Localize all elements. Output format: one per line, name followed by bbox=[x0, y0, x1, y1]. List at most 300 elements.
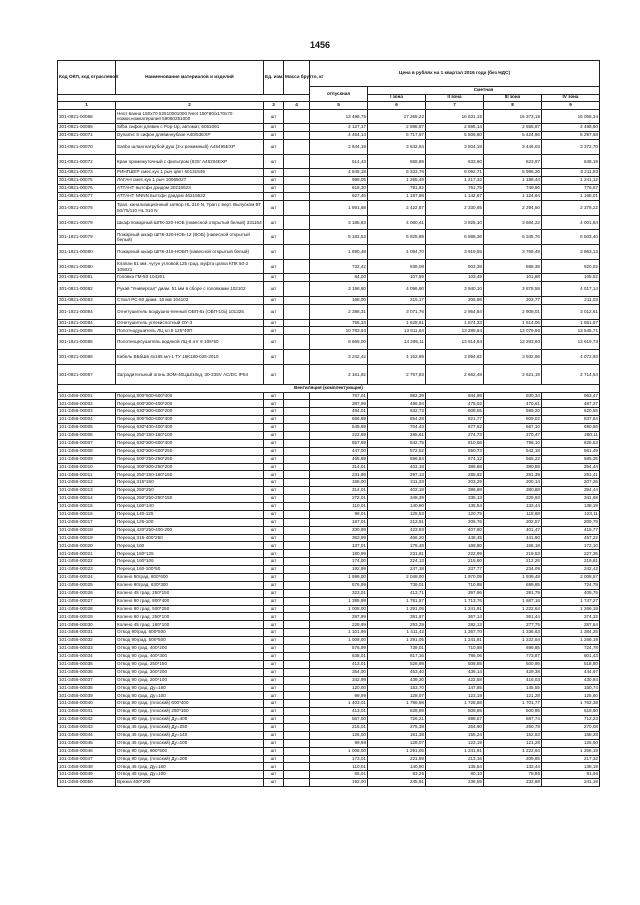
row-name: Sifba сифон длявин с Pop-Up, автомат, 5051091 bbox=[116, 124, 264, 132]
row-zone-2-price: 1 241,91 bbox=[426, 747, 484, 755]
row-zone-3-price: 3 878,58 bbox=[484, 282, 542, 297]
row-mass bbox=[284, 660, 310, 668]
table-row bbox=[58, 534, 600, 542]
row-zone-1-price: 572,52 bbox=[368, 447, 426, 455]
row-zone-2-price: 16 631,15 bbox=[426, 109, 484, 124]
row-unit: шт bbox=[264, 274, 284, 282]
row-code: 301-0921-00082 bbox=[58, 282, 116, 297]
row-zone-1-price: 128,07 bbox=[368, 739, 426, 747]
row-code: 101-2456-00031 bbox=[58, 629, 116, 637]
row-name: Переход 140-125 bbox=[116, 510, 264, 518]
header-name: Наименование материалов и изделий bbox=[116, 61, 264, 95]
row-mass bbox=[284, 708, 310, 716]
row-release-price: 447,00 bbox=[310, 447, 368, 455]
row-unit: шт bbox=[264, 259, 284, 274]
row-zone-4-price: 3 863,13 bbox=[542, 244, 600, 259]
row-code: 101-2456-00029 bbox=[58, 613, 116, 621]
row-code: 101-2456-00040 bbox=[58, 700, 116, 708]
row-zone-3-price: 2 621,19 bbox=[484, 364, 542, 384]
row-name: Отвод 45 град. Ду=160 bbox=[116, 763, 264, 771]
table-row bbox=[58, 259, 600, 274]
row-zone-3-price: 500,95 bbox=[484, 708, 542, 716]
table-row bbox=[58, 304, 600, 319]
row-mass bbox=[284, 645, 310, 653]
row-zone-3-price: 429,38 bbox=[484, 668, 542, 676]
row-code: 301-0921-00071 bbox=[58, 132, 116, 140]
table-row bbox=[58, 503, 600, 511]
row-release-price: 998,05 bbox=[310, 177, 368, 185]
table-row bbox=[58, 109, 600, 124]
row-name: Кран промежуточный с фильтром (83S' А45204ЕХР bbox=[116, 154, 264, 169]
row-mass bbox=[284, 432, 310, 440]
row-release-price: 767,01 bbox=[310, 392, 368, 400]
row-code: 101-2456-00007 bbox=[58, 439, 116, 447]
row-zone-2-price: 3 919,55 bbox=[426, 244, 484, 259]
row-zone-3-price: 699,85 bbox=[484, 645, 542, 653]
table-row bbox=[58, 542, 600, 550]
row-zone-3-price: 1 514,06 bbox=[484, 319, 542, 327]
row-name: Отвод 90 град. 400*200 bbox=[116, 645, 264, 653]
row-release-price: 314,01 bbox=[310, 487, 368, 495]
row-name: Клапан 51 мм. чугун угловой,125 град. муфта цапка КПК 50-2 105021 bbox=[116, 259, 264, 274]
row-unit: шт bbox=[264, 589, 284, 597]
row-release-price: 1 008,00 bbox=[310, 605, 368, 613]
table-row bbox=[58, 139, 600, 154]
row-zone-1-price: 739,01 bbox=[368, 645, 426, 653]
row-mass bbox=[284, 215, 310, 230]
row-zone-2-price: 478,02 bbox=[426, 400, 484, 408]
row-code: 301-0921-00086 bbox=[58, 349, 116, 364]
row-unit: шт bbox=[264, 779, 284, 787]
row-name: Колено 90 град. 500*250 bbox=[116, 605, 264, 613]
row-name: Отвод 90 град. (плоский) Ду=200 bbox=[116, 755, 264, 763]
table-row bbox=[58, 700, 600, 708]
row-mass bbox=[284, 613, 310, 621]
row-code: 101-2456-00015 bbox=[58, 503, 116, 511]
table-row bbox=[58, 676, 600, 684]
row-zone-2-price: 2 330,65 bbox=[426, 200, 484, 215]
row-code: 101-2456-00049 bbox=[58, 771, 116, 779]
row-code: 301-0921-00087 bbox=[58, 364, 116, 384]
row-zone-1-price: 2 422,87 bbox=[368, 200, 426, 215]
row-mass bbox=[284, 327, 310, 335]
row-zone-2-price: 422,58 bbox=[426, 676, 484, 684]
row-release-price: 514,43 bbox=[310, 154, 368, 169]
row-zone-4-price: 1 241,12 bbox=[542, 177, 600, 185]
row-zone-3-price: 133,44 bbox=[484, 763, 542, 771]
table-row bbox=[58, 621, 600, 629]
row-unit: шт bbox=[264, 244, 284, 259]
row-name: Заградительный огонь ЗОМ-40ЦШ/10кд, 30-235V АС/DC IP54 bbox=[116, 364, 264, 384]
row-zone-1-price: 4 080,41 bbox=[368, 215, 426, 230]
row-zone-3-price: 3 446,03 bbox=[484, 139, 542, 154]
row-unit: шт bbox=[264, 230, 284, 245]
row-name: Отвод 45 град. Ду=100 bbox=[116, 771, 264, 779]
row-unit: шт bbox=[264, 282, 284, 297]
table-row bbox=[58, 215, 600, 230]
row-zone-2-price: 135,54 bbox=[426, 763, 484, 771]
row-zone-3-price: 270,47 bbox=[484, 432, 542, 440]
column-index-row bbox=[58, 102, 600, 110]
row-zone-3-price: 16 373,19 bbox=[484, 109, 542, 124]
row-release-price: 4 845,18 bbox=[310, 169, 368, 177]
row-zone-4-price: 207,26 bbox=[542, 479, 600, 487]
row-zone-4-price: 138,19 bbox=[542, 763, 600, 771]
row-name: Переход 300*300-250*200 bbox=[116, 463, 264, 471]
row-release-price: 342,99 bbox=[310, 676, 368, 684]
row-zone-1-price: 4 084,70 bbox=[368, 244, 426, 259]
row-unit: шт bbox=[264, 408, 284, 416]
row-name: Переход 315-400*250 bbox=[116, 534, 264, 542]
row-code: 101-2456-00047 bbox=[58, 755, 116, 763]
row-zone-3-price: 2 908,01 bbox=[484, 304, 542, 319]
row-name: Трап. канализационный затвор HL 310 N, Трап с верт. Выпуском ВТ 50/75/110 HL 310 N bbox=[116, 200, 264, 215]
row-zone-4-price: 6 503,40 bbox=[542, 230, 600, 245]
row-name: РИНГШЕР смес.кух 1 рыч цвет 60131549 bbox=[116, 169, 264, 177]
row-release-price: 6 665,00 bbox=[310, 335, 368, 350]
row-zone-4-price: 963,47 bbox=[542, 392, 600, 400]
row-name: Переход 125-100 bbox=[116, 518, 264, 526]
row-code: 101-2456-00027 bbox=[58, 597, 116, 605]
row-mass bbox=[284, 319, 310, 327]
row-name: Отвод 90 град. 300*200 bbox=[116, 668, 264, 676]
row-zone-2-price: 103,49 bbox=[426, 274, 484, 282]
row-code: 301-1921-00080 bbox=[58, 244, 116, 259]
table-row bbox=[58, 660, 600, 668]
row-zone-2-price: 1 142,67 bbox=[426, 193, 484, 201]
row-name: ЛАГАН смес.кух 1 рыч 10065027 bbox=[116, 177, 264, 185]
row-zone-1-price: 528,98 bbox=[368, 708, 426, 716]
row-zone-3-price: 1 222,64 bbox=[484, 605, 542, 613]
row-code: 101-2456-00035 bbox=[58, 660, 116, 668]
row-name: Пожарный шкаф ШПК-315-НОБП (навесной открытый белый) bbox=[116, 244, 264, 259]
row-mass bbox=[284, 558, 310, 566]
row-zone-3-price: 13 283,60 bbox=[484, 335, 542, 350]
row-zone-2-price: 168,80 bbox=[426, 542, 484, 550]
row-zone-4-price: 4 072,93 bbox=[542, 349, 600, 364]
row-mass bbox=[284, 169, 310, 177]
row-zone-1-price: 140,90 bbox=[368, 503, 426, 511]
row-mass bbox=[284, 274, 310, 282]
row-code: 101-2456-00010 bbox=[58, 463, 116, 471]
row-unit: шт bbox=[264, 392, 284, 400]
table-row bbox=[58, 574, 600, 582]
row-zone-2-price: 13 285,84 bbox=[426, 327, 484, 335]
row-name: Отвод 90 град. Ду=100 bbox=[116, 692, 264, 700]
row-unit: шт bbox=[264, 296, 284, 304]
row-name: Переход 630*300-500*250 bbox=[116, 447, 264, 455]
table-row bbox=[58, 408, 600, 416]
row-zone-4-price: 242,42 bbox=[542, 566, 600, 574]
row-release-price: 2 398,31 bbox=[310, 304, 368, 319]
row-zone-1-price: 1 628,61 bbox=[368, 319, 426, 327]
row-zone-2-price: 508,85 bbox=[426, 708, 484, 716]
table-row bbox=[58, 479, 600, 487]
row-release-price: 1 395,99 bbox=[310, 597, 368, 605]
row-code: 101-2456-00046 bbox=[58, 747, 116, 755]
row-name: Отвод 45 град. (плоский) Ду=250 bbox=[116, 723, 264, 731]
row-zone-4-price: 172,10 bbox=[542, 542, 600, 550]
row-zone-1-price: 658,88 bbox=[368, 154, 426, 169]
row-zone-2-price: 1 970,05 bbox=[426, 574, 484, 582]
row-zone-2-price: 436,14 bbox=[426, 668, 484, 676]
column-index: 8 bbox=[484, 102, 542, 110]
row-zone-1-price: 817,16 bbox=[368, 652, 426, 660]
row-zone-4-price: 724,78 bbox=[542, 581, 600, 589]
row-unit: шт bbox=[264, 534, 284, 542]
row-unit: шт bbox=[264, 335, 284, 350]
row-code: 101-2456-00030 bbox=[58, 621, 116, 629]
table-row bbox=[58, 763, 600, 771]
table-row bbox=[58, 244, 600, 259]
row-mass bbox=[284, 534, 310, 542]
table-row bbox=[58, 755, 600, 763]
row-unit: шт bbox=[264, 652, 284, 660]
row-zone-3-price: 391,79 bbox=[484, 589, 542, 597]
row-name: АТТАНТ NNNN вытсфн дзидом 46215522 bbox=[116, 193, 264, 201]
row-release-price: 494,01 bbox=[310, 408, 368, 416]
row-unit: шт bbox=[264, 463, 284, 471]
column-index: 4 bbox=[284, 102, 310, 110]
table-row bbox=[58, 747, 600, 755]
row-zone-2-price: 282,13 bbox=[426, 621, 484, 629]
row-release-price: 231,99 bbox=[310, 471, 368, 479]
row-name: Колено 90град. 630*300 bbox=[116, 581, 264, 589]
table-row bbox=[58, 230, 600, 245]
header-mass: Масса брутто, кг bbox=[284, 61, 310, 95]
row-mass bbox=[284, 503, 310, 511]
row-mass bbox=[284, 574, 310, 582]
row-zone-3-price: 212,26 bbox=[484, 558, 542, 566]
column-index: 9 bbox=[542, 102, 600, 110]
row-zone-2-price: 3 925,10 bbox=[426, 215, 484, 230]
row-zone-2-price: 6 598,36 bbox=[426, 230, 484, 245]
row-unit: шт bbox=[264, 645, 284, 653]
row-mass bbox=[284, 185, 310, 193]
table-row bbox=[58, 274, 600, 282]
row-mass bbox=[284, 763, 310, 771]
row-zone-1-price: 938,08 bbox=[368, 259, 426, 274]
row-zone-3-price: 1 687,16 bbox=[484, 597, 542, 605]
row-zone-1-price: 161,38 bbox=[368, 731, 426, 739]
table-row bbox=[58, 319, 600, 327]
row-zone-4-price: 837,84 bbox=[542, 416, 600, 424]
row-code: 101-2456-00034 bbox=[58, 652, 116, 660]
row-zone-2-price: 5 506,60 bbox=[426, 132, 484, 140]
row-zone-1-price: 1 796,98 bbox=[368, 700, 426, 708]
row-zone-4-price: 374,32 bbox=[542, 613, 600, 621]
row-release-price: 330,99 bbox=[310, 526, 368, 534]
row-zone-4-price: 219,81 bbox=[542, 558, 600, 566]
table-row bbox=[58, 605, 600, 613]
row-zone-4-price: 6 211,93 bbox=[542, 169, 600, 177]
row-zone-4-price: 2 714,54 bbox=[542, 364, 600, 384]
row-code: 101-2456-00017 bbox=[58, 518, 116, 526]
row-zone-2-price: 710,88 bbox=[426, 581, 484, 589]
row-zone-1-price: 285,61 bbox=[368, 432, 426, 440]
row-zone-2-price: 1 574,33 bbox=[426, 319, 484, 327]
row-code: 101-2456-00042 bbox=[58, 716, 116, 724]
column-index: 3 bbox=[264, 102, 284, 110]
section-row bbox=[58, 384, 600, 392]
row-mass bbox=[284, 589, 310, 597]
row-zone-4-price: 241,18 bbox=[542, 779, 600, 787]
row-zone-3-price: 798,10 bbox=[484, 439, 542, 447]
row-zone-1-price: 423,93 bbox=[368, 526, 426, 534]
row-code: 101-2456-00003 bbox=[58, 408, 116, 416]
row-unit: шт bbox=[264, 479, 284, 487]
row-zone-3-price: 1 222,64 bbox=[484, 747, 542, 755]
row-mass bbox=[284, 439, 310, 447]
row-code: 101-2456-00008 bbox=[58, 447, 116, 455]
row-zone-1-price: 1 781,57 bbox=[368, 597, 426, 605]
row-zone-4-price: 280,11 bbox=[542, 432, 600, 440]
row-zone-3-price: 203,77 bbox=[484, 296, 542, 304]
row-release-price: 2 844,19 bbox=[310, 139, 368, 154]
row-unit: шт bbox=[264, 676, 284, 684]
row-zone-3-price: 441,50 bbox=[484, 534, 542, 542]
row-zone-4-price: 287,64 bbox=[542, 621, 600, 629]
row-zone-1-price: 275,38 bbox=[368, 723, 426, 731]
row-zone-1-price: 221,59 bbox=[368, 755, 426, 763]
table-row bbox=[58, 193, 600, 201]
row-code: 101-2456-00037 bbox=[58, 676, 116, 684]
row-zone-1-price: 128,07 bbox=[368, 692, 426, 700]
row-release-price: 99,99 bbox=[310, 739, 368, 747]
row-mass bbox=[284, 400, 310, 408]
row-zone-1-price: 791,92 bbox=[368, 185, 426, 193]
row-release-price: 1 403,01 bbox=[310, 700, 368, 708]
row-zone-1-price: 2 767,83 bbox=[368, 364, 426, 384]
row-release-price: 363,99 bbox=[310, 534, 368, 542]
row-mass bbox=[284, 244, 310, 259]
row-zone-4-price: 211,03 bbox=[542, 296, 600, 304]
row-zone-4-price: 341,68 bbox=[542, 495, 600, 503]
row-zone-3-price: 470,61 bbox=[484, 400, 542, 408]
row-zone-3-price: 667,10 bbox=[484, 424, 542, 432]
row-zone-3-price: 2 555,87 bbox=[484, 124, 542, 132]
row-mass bbox=[284, 408, 310, 416]
row-unit: шт bbox=[264, 518, 284, 526]
table-row bbox=[58, 779, 600, 787]
row-name: Отвод 90 град. Ду=160 bbox=[116, 684, 264, 692]
row-zone-4-price: 1 266,19 bbox=[542, 747, 600, 755]
row-zone-3-price: 133,44 bbox=[484, 503, 542, 511]
row-zone-1-price: 726,21 bbox=[368, 716, 426, 724]
row-mass bbox=[284, 463, 310, 471]
row-unit: шт bbox=[264, 747, 284, 755]
table-row bbox=[58, 364, 600, 384]
row-zone-4-price: 1 551,67 bbox=[542, 319, 600, 327]
row-zone-3-price: 1 336,63 bbox=[484, 629, 542, 637]
row-name: Отвод 90 град. (плоский) 600*400 bbox=[116, 700, 264, 708]
row-code: 101-2456-00001 bbox=[58, 392, 116, 400]
row-mass bbox=[284, 550, 310, 558]
row-unit: шт bbox=[264, 581, 284, 589]
row-zone-1-price: 107,59 bbox=[368, 274, 426, 282]
table-row bbox=[58, 424, 600, 432]
row-release-price: 168,00 bbox=[310, 296, 368, 304]
row-code: 301-0921-00080 bbox=[58, 259, 116, 274]
row-zone-4-price: 13 619,73 bbox=[542, 335, 600, 350]
row-unit: шт bbox=[264, 510, 284, 518]
row-release-price: 3 198,60 bbox=[310, 282, 368, 297]
header-zone-3: III зона bbox=[484, 94, 542, 102]
row-mass bbox=[284, 668, 310, 676]
row-mass bbox=[284, 259, 310, 274]
table-row bbox=[58, 177, 600, 185]
table-row bbox=[58, 550, 600, 558]
row-zone-2-price: 508,85 bbox=[426, 660, 484, 668]
row-name: Отвод 90град. 600*500 bbox=[116, 629, 264, 637]
row-name: Полотенцесушитель водяной ЛЦ-8 нтг 8 105*50 bbox=[116, 335, 264, 350]
row-zone-2-price: 3 504,18 bbox=[426, 139, 484, 154]
row-code: 301-0921-00073 bbox=[58, 169, 116, 177]
row-code: 301-1921-00084 bbox=[58, 304, 116, 319]
row-zone-4-price: 81,66 bbox=[542, 771, 600, 779]
row-code: 101-2456-00014 bbox=[58, 495, 116, 503]
row-zone-1-price: 6 333,78 bbox=[368, 169, 426, 177]
row-unit: шт bbox=[264, 731, 284, 739]
row-zone-4-price: 1 266,19 bbox=[542, 605, 600, 613]
row-mass bbox=[284, 230, 310, 245]
row-zone-1-price: 413,71 bbox=[368, 589, 426, 597]
table-row bbox=[58, 518, 600, 526]
row-zone-3-price: 166,18 bbox=[484, 542, 542, 550]
row-release-price: 387,99 bbox=[310, 400, 368, 408]
row-mass bbox=[284, 109, 310, 124]
table-row bbox=[58, 416, 600, 424]
table-row bbox=[58, 154, 600, 169]
section-title: Вентиляция (комплектующие) bbox=[58, 384, 600, 392]
row-unit: шт bbox=[264, 605, 284, 613]
row-release-price: 618,30 bbox=[310, 185, 368, 193]
row-zone-3-price: 277,75 bbox=[484, 621, 542, 629]
row-zone-4-price: 2 008,57 bbox=[542, 574, 600, 582]
row-mass bbox=[284, 495, 310, 503]
row-code: 301-1921-00084 bbox=[58, 319, 116, 327]
row-code: 101-2456-00032 bbox=[58, 637, 116, 645]
table-row bbox=[58, 495, 600, 503]
row-zone-1-price: 632,73 bbox=[368, 408, 426, 416]
row-release-price: 173,01 bbox=[310, 755, 368, 763]
row-zone-2-price: 2 662,48 bbox=[426, 364, 484, 384]
row-zone-1-price: 982,39 bbox=[368, 392, 426, 400]
row-zone-3-price: 234,09 bbox=[484, 566, 542, 574]
row-zone-3-price: 260,79 bbox=[484, 723, 542, 731]
row-zone-1-price: 466,20 bbox=[368, 534, 426, 542]
row-code: 101-2456-00006 bbox=[58, 432, 116, 440]
row-code: 101-2456-00038 bbox=[58, 684, 116, 692]
row-release-price: 666,99 bbox=[310, 416, 368, 424]
row-release-price: 167,01 bbox=[310, 518, 368, 526]
row-release-price: 465,99 bbox=[310, 455, 368, 463]
table-row bbox=[58, 400, 600, 408]
row-zone-2-price: 574,12 bbox=[426, 455, 484, 463]
row-mass bbox=[284, 605, 310, 613]
row-mass bbox=[284, 747, 310, 755]
row-zone-1-price: 231,81 bbox=[368, 550, 426, 558]
row-mass bbox=[284, 723, 310, 731]
row-zone-3-price: 2 294,50 bbox=[484, 200, 542, 215]
table-row bbox=[58, 708, 600, 716]
row-unit: шт bbox=[264, 660, 284, 668]
row-zone-4-price: 712,23 bbox=[542, 716, 600, 724]
row-name: Переход 630*400-400*400 bbox=[116, 424, 264, 432]
row-zone-2-price: 710,88 bbox=[426, 645, 484, 653]
table-row bbox=[58, 645, 600, 653]
row-mass bbox=[284, 755, 310, 763]
